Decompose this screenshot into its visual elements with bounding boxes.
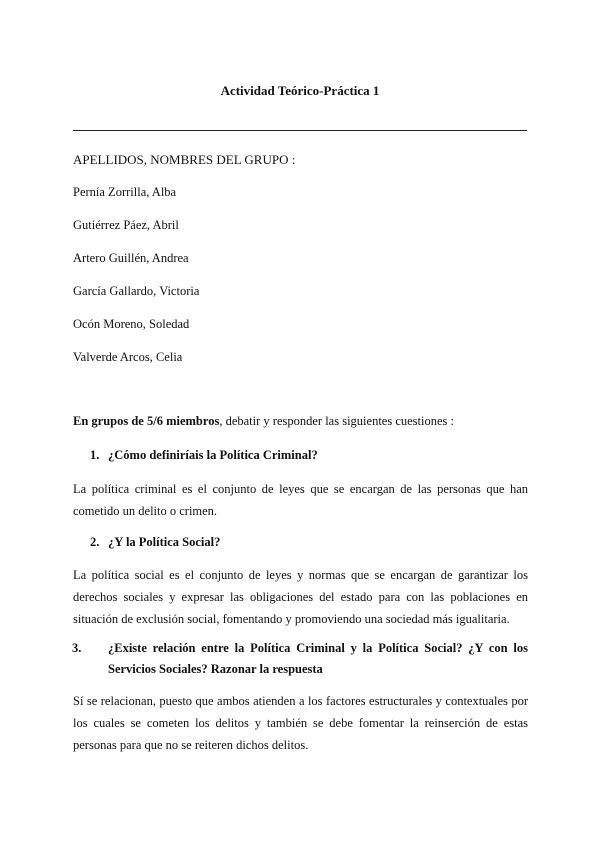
answer-2: La política social es el conjunto de leyes y normas que se encargan de garantizar los derechos sociales y expresar las obligaciones del estado para con las poblaciones en situación de exclusión social, fomentando y promoviendo una sociedad más igualitaria. [73,568,528,626]
question-3 [72,638,528,680]
horizontal-rule [73,130,527,131]
question-1 [90,445,528,466]
question-number: 1. [90,448,100,462]
question-2 [90,532,528,553]
question-text: ¿Existe relación entre la Política Criminal y la Política Social? ¿Y con los Servicios Sociales? Razonar la respuesta [108,641,528,676]
group-member: Pernía Zorrilla, Alba [73,185,177,199]
group-member: Ocón Moreno, Soledad [73,317,190,331]
group-member: Valverde Arcos, Celia [73,350,183,364]
question-number: 3. [72,641,82,655]
group-member: Gutiérrez Páez, Abril [73,218,179,232]
question-number: 2. [90,535,100,549]
instructions-bold: En grupos de 5/6 miembros [73,414,220,428]
group-member: García Gallardo, Victoria [73,284,200,298]
answer-3: Sí se relacionan, puesto que ambos atienden a los factores estructurales y contextuales por los cuales se cometen los delitos y también se debe fomentar la reinserción de estas personas para que no se reiteren dichos delitos. [73,694,528,752]
instructions [73,414,533,429]
question-text: ¿Cómo definiríais la Política Criminal? [108,448,318,462]
group-member: Artero Guillén, Andrea [73,251,189,265]
instructions-text: , debatir y responder las siguientes cuestiones : [219,414,454,428]
answer-1: La política criminal es el conjunto de leyes que se encargan de las personas que han cometido un delito o crimen. [73,482,528,518]
document-title: Actividad Teórico-Práctica 1 [220,83,380,98]
question-text: ¿Y la Política Social? [108,535,221,549]
group-heading: APELLIDOS, NOMBRES DEL GRUPO : [73,152,296,167]
